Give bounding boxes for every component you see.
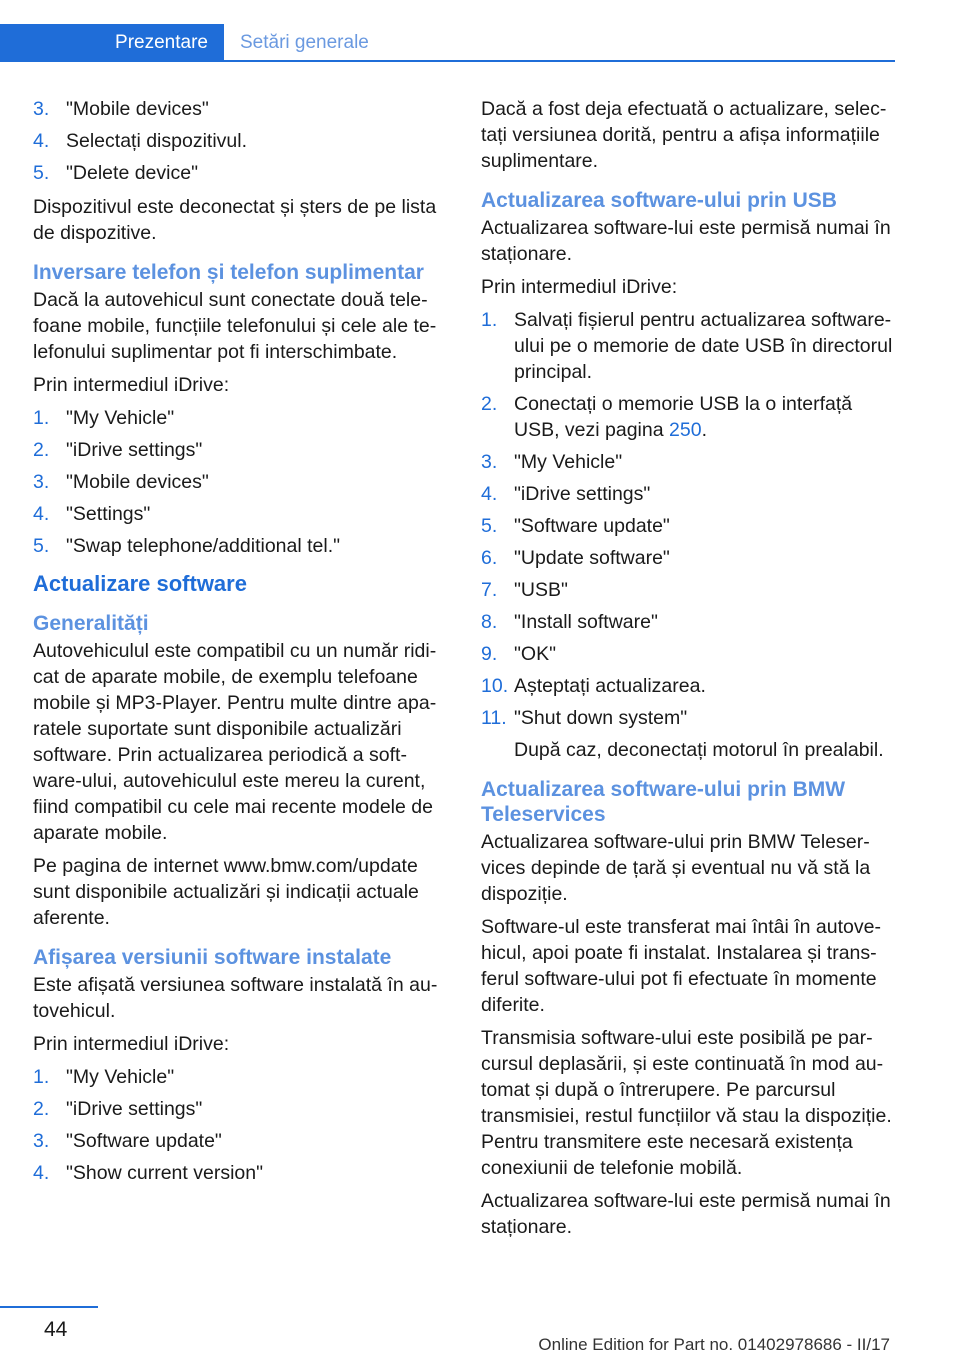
paragraph: Actualizarea software-ului prin BMW Teleservices depinde de țară și eventual nu vă stă la dispoziție. <box>481 831 871 905</box>
step-text: "Mobile devices" <box>66 471 209 493</box>
paragraph: Dacă a fost deja efectuată o actualizare, selectați versiunea dorită, pentru a afișa informațiile suplimentare. <box>481 98 887 172</box>
list-item <box>33 160 448 186</box>
list-item <box>481 545 896 571</box>
step-number: 9. <box>481 643 498 665</box>
step-number: 3. <box>481 451 498 473</box>
step-text: "Settings" <box>66 503 151 525</box>
paragraph: Prin intermediul iDrive: <box>481 276 678 298</box>
heading-general: Generalități <box>33 612 149 635</box>
paragraph: Autovehiculul este compatibil cu un număr ridicat de aparate mobile, de exemplu telefoane mobile și MP3-Player. Pentru multe dintre aparatele suportate sunt disponibile actualizări software. Prin actualizarea periodică a software-ului, autovehiculul este mereu la curent, fiind compatibil cu cele mai recente modele de aparate mobile. <box>33 640 437 844</box>
list-item <box>33 1160 448 1186</box>
step-number: 11. <box>481 707 507 729</box>
paragraph: Software-ul este transferat mai întâi în autovehicul, apoi poate fi instalat. Instalarea și transferul software-ului pot fi efectuate în momente diferite. <box>481 916 881 1016</box>
step-text <box>514 391 896 443</box>
step-text: "iDrive settings" <box>66 1098 203 1120</box>
list-item <box>33 437 448 463</box>
step-number: 4. <box>33 1162 50 1184</box>
step-number: 2. <box>33 439 50 461</box>
list-item <box>33 533 448 559</box>
step-text: Selectați dispozitivul. <box>66 130 248 152</box>
step-text: "My Vehicle" <box>66 407 175 429</box>
step-number: 4. <box>33 503 50 525</box>
step-number: 3. <box>33 471 50 493</box>
list-item <box>481 391 896 443</box>
step-text: "My Vehicle" <box>66 1066 175 1088</box>
header-divider <box>0 60 895 62</box>
delete-device-steps <box>33 96 448 186</box>
list-item <box>33 96 448 122</box>
step-text: "iDrive settings" <box>66 439 203 461</box>
step-number: 1. <box>481 309 498 331</box>
step-number: 2. <box>481 393 498 415</box>
page-header <box>0 0 960 62</box>
list-item <box>33 1096 448 1122</box>
step-number: 5. <box>33 162 50 184</box>
right-column <box>481 96 896 1247</box>
paragraph: Dacă la autovehicul sunt conectate două telefoane mobile, funcțiile telefonului și cele ale telefonului suplimentar pot fi interschimbate. <box>33 289 437 363</box>
step-subtext: După caz, deconectați motorul în prealabil. <box>514 739 884 761</box>
left-column <box>33 96 448 1194</box>
step-text: "USB" <box>514 579 568 601</box>
paragraph: Este afișată versiunea software instalată în autovehicul. <box>33 974 438 1022</box>
step-number: 1. <box>33 1066 50 1088</box>
usb-update-steps <box>481 307 896 763</box>
step-number: 3. <box>33 98 50 120</box>
step-text: Salvați fișierul pentru actualizarea software-ului pe o memorie de date USB în directorul principal. <box>514 309 893 383</box>
step-number: 10. <box>481 675 509 697</box>
step-number: 2. <box>33 1098 50 1120</box>
list-item <box>33 501 448 527</box>
swap-phone-steps <box>33 405 448 559</box>
paragraph: Dispozitivul este deconectat și șters de pe lista de dispozitive. <box>33 196 437 244</box>
list-item <box>481 577 896 603</box>
step-text: "Swap telephone/additional tel." <box>66 535 341 557</box>
page-reference-link[interactable]: 250 <box>669 419 702 441</box>
list-item <box>481 513 896 539</box>
step-text: "My Vehicle" <box>514 451 623 473</box>
heading-teleservices: Actualizarea software-ului prin BMW Teleservices <box>481 778 846 826</box>
paragraph: Prin intermediul iDrive: <box>33 1033 230 1055</box>
tab-prezentare[interactable]: Prezentare <box>0 24 224 61</box>
step-text: "Software update" <box>66 1130 222 1152</box>
paragraph: Transmisia software-ului este posibilă pe parcursul deplasării, și este continuată în mod automat și după o întrerupere. Pe parcursul transmisiei, restul funcțiilor vă stau la dispoziție. Pentru transmitere este necesară existența conexiunii de telefonie mobilă. <box>481 1027 892 1179</box>
list-item <box>481 481 896 507</box>
list-item <box>33 405 448 431</box>
step-number: 5. <box>481 515 498 537</box>
heading-show-version: Afișarea versiunii software instalate <box>33 946 392 969</box>
step-text: "Delete device" <box>66 162 198 184</box>
step-number: 6. <box>481 547 498 569</box>
step-text: Așteptați actualizarea. <box>514 675 706 697</box>
step-text-end: . <box>701 419 707 441</box>
heading-usb-update: Actualizarea software-ului prin USB <box>481 189 837 212</box>
list-item <box>481 673 896 699</box>
step-text: "OK" <box>514 643 557 665</box>
list-item <box>33 1064 448 1090</box>
list-item <box>33 128 448 154</box>
list-item <box>481 609 896 635</box>
step-number: 5. <box>33 535 50 557</box>
paragraph: Pe pagina de internet www.bmw.com/update sunt disponibile actualizări și indicații actuale aferente. <box>33 855 419 929</box>
paragraph: Actualizarea software-lui este permisă numai în staționare. <box>481 217 891 265</box>
list-item <box>481 307 896 385</box>
list-item <box>481 449 896 475</box>
step-number: 7. <box>481 579 498 601</box>
step-number: 1. <box>33 407 50 429</box>
step-number: 3. <box>33 1130 50 1152</box>
paragraph: Actualizarea software-lui este permisă numai în staționare. <box>481 1190 891 1238</box>
paragraph: Prin intermediul iDrive: <box>33 374 230 396</box>
step-number: 8. <box>481 611 498 633</box>
step-text: "Mobile devices" <box>66 98 209 120</box>
step-text: "Update software" <box>514 547 670 569</box>
step-number: 4. <box>481 483 498 505</box>
page-number: 44 <box>44 1318 68 1341</box>
step-text <box>514 705 896 763</box>
edition-note: Online Edition for Part no. 01402978686 - II/17 <box>538 1335 890 1354</box>
tab-setari-generale[interactable]: Setări generale <box>240 31 369 53</box>
step-number: 4. <box>33 130 50 152</box>
step-text: "Install software" <box>514 611 658 633</box>
step-text: "Software update" <box>514 515 670 537</box>
step-text-main: "Shut down system" <box>514 707 688 729</box>
heading-swap-phone: Inversare telefon și telefon suplimentar <box>33 261 424 284</box>
step-text: "iDrive settings" <box>514 483 651 505</box>
heading-software-update: Actualizare software <box>33 571 247 596</box>
step-text: "Show current version" <box>66 1162 264 1184</box>
list-item <box>33 1128 448 1154</box>
show-version-steps <box>33 1064 448 1186</box>
list-item <box>481 705 896 763</box>
step-text-body: Conectați o memorie USB la o interfață USB, vezi pagina <box>514 393 853 441</box>
list-item <box>33 469 448 495</box>
footer-divider <box>0 1306 98 1308</box>
list-item <box>481 641 896 667</box>
